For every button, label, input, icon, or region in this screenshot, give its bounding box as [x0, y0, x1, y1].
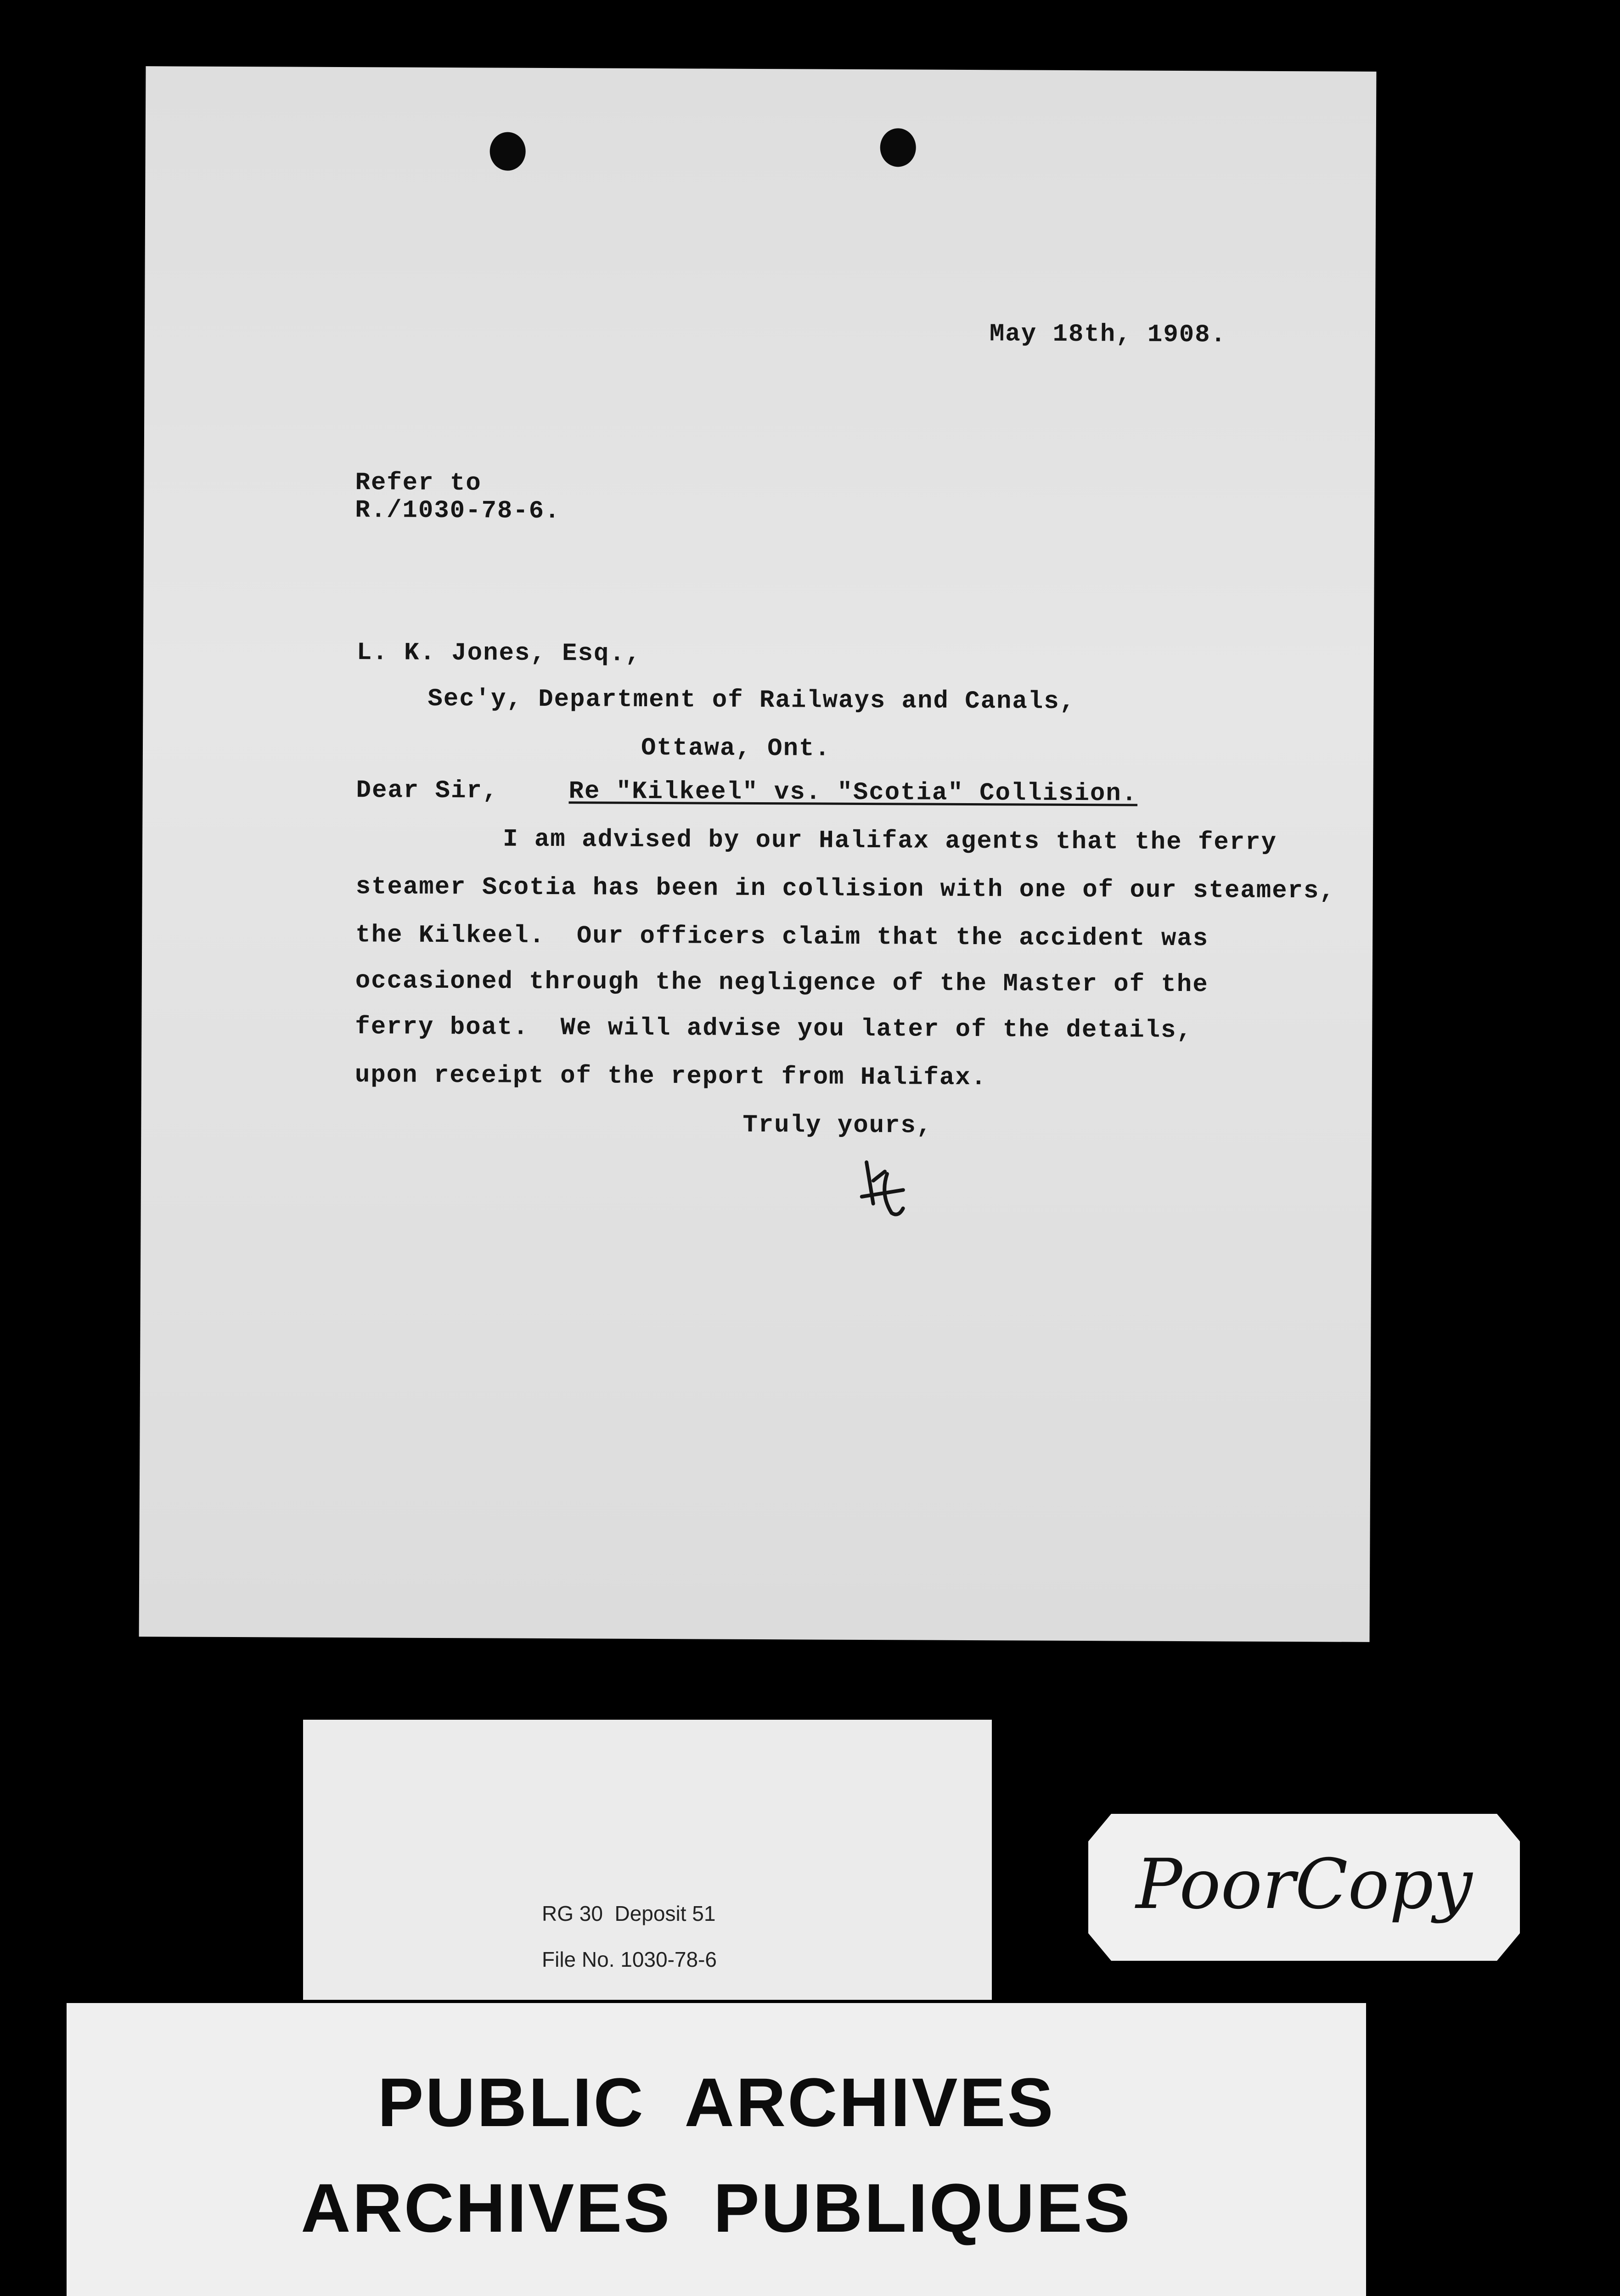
recipient-title: Sec'y, Department of Railways and Canals,	[428, 685, 1076, 716]
salutation: Dear Sir,	[356, 777, 499, 805]
closing: Truly yours,	[742, 1111, 933, 1140]
poor-copy-tag	[1084, 1805, 1524, 1970]
letter-date: May 18th, 1908.	[989, 320, 1227, 349]
record-group-label: RG 30 Deposit 51	[542, 1902, 716, 1925]
poor-copy-text: PoorCopy	[1136, 1845, 1473, 1925]
banner-english: PUBLIC ARCHIVES	[377, 2064, 1055, 2141]
archive-reference-slip	[303, 1720, 992, 2000]
recipient-city: Ottawa, Ont.	[641, 734, 831, 763]
recipient-name: L. K. Jones, Esq.,	[356, 639, 641, 668]
archives-banner	[67, 2003, 1366, 2296]
body-line: the Kilkeel. Our officers claim that the accident was	[355, 921, 1209, 953]
body-line: occasioned through the negligence of the Master of the	[355, 967, 1209, 999]
banner-french: ARCHIVES PUBLIQUES	[301, 2169, 1132, 2246]
body-line: ferry boat. We will advise you later of the details,	[355, 1013, 1192, 1045]
body-line: upon receipt of the report from Halifax.	[354, 1061, 987, 1092]
handwritten-initials	[848, 1153, 922, 1227]
body-line: I am advised by our Halifax agents that the ferry	[503, 825, 1277, 857]
reference-label: Refer to	[355, 469, 482, 498]
letter-page	[139, 66, 1377, 1642]
punch-hole-right	[880, 128, 916, 167]
reference-number: R./1030-78-6.	[355, 496, 561, 526]
body-line: steamer Scotia has been in collision with one of our steamers,	[355, 873, 1335, 906]
subject-line: Re "Kilkeel" vs. "Scotia" Collision.	[568, 777, 1138, 808]
file-number-label: File No. 1030-78-6	[542, 1947, 717, 1971]
punch-hole-left	[489, 132, 525, 170]
